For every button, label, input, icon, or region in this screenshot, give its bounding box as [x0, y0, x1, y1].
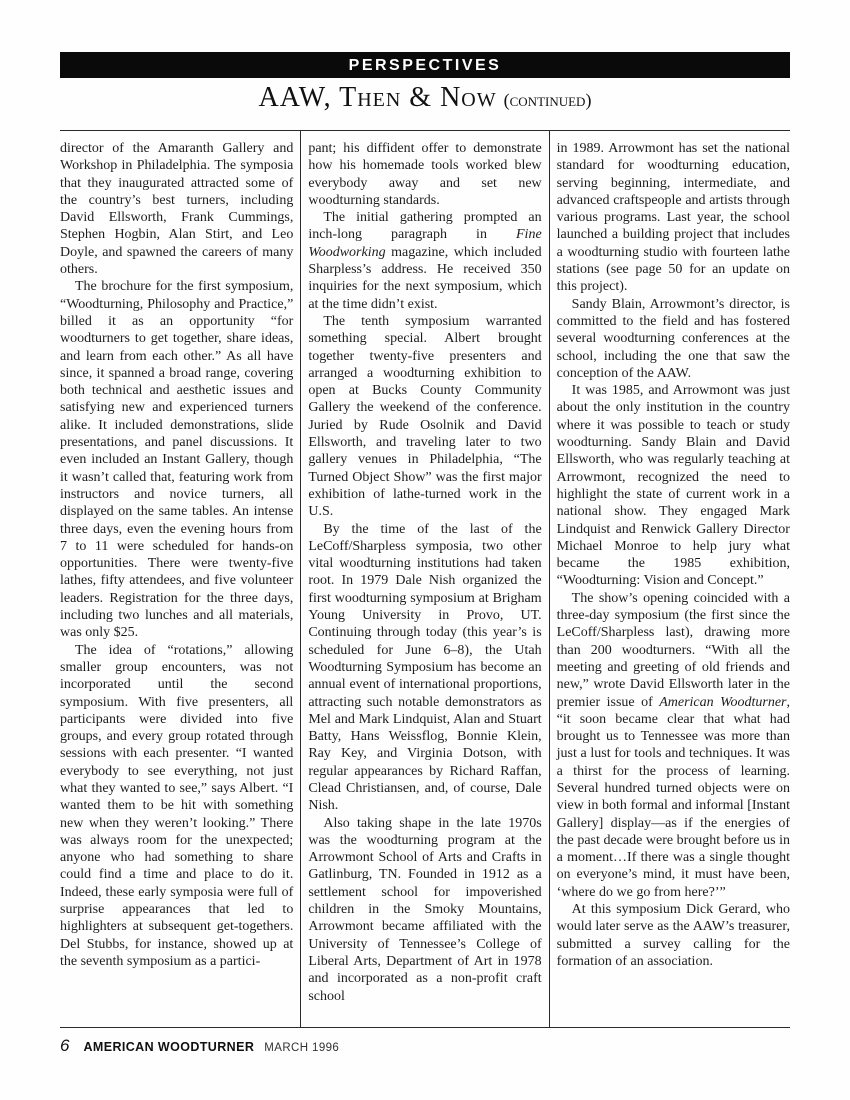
- text-run: The brochure for the first symposium, “Woodturning, Philosophy and Practice,” billed it as an opportunity “for woodturners to get together, share ideas, and learn from each other.” As all have since, it spanned a broad range, covering both technical and aesthetic issues and satisfying new and experienced turners alike. It included demonstrations, slide presentations, and panel discussions. It even included an Instant Gallery, though it wasn’t called that, featuring work from instructors and novice turners, all displayed on the same tables. An intense three days, even the evening hours from 7 to 11 were scheduled for hands-on opportunities. There were twenty-five lathes, fifty attendees, and five volunteer leaders. Registration for the three days, including two lunches and all materials, was only $25.: [60, 279, 294, 641]
- text-run: magazine, which included Sharpless’s address. He received 350 inquiries for the next symposium, which at the time didn’t exist.: [308, 244, 542, 312]
- italic-text-run: Fine Woodworking: [308, 227, 542, 260]
- body-paragraph: [308, 313, 541, 521]
- body-paragraph: [557, 590, 790, 901]
- text-run: The initial gathering prompted an inch-long paragraph in: [308, 210, 542, 243]
- text-run: The idea of “rotations,” allowing smaller group encounters, was not incorporated until the second symposium. With five presenters, all participants were divided into five groups, and every group rotated through sessions with each presenter. “I wanted everybody to see everything, not just what they wanted to see,” says Albert. “I wanted them to be hit with something new when they weren’t looking.” There was always room for the unexpected; anyone who had something to share could find a time and place to do it. Indeed, these early symposia were full of surprise appearances that led to highlighters at subsequent get-togethers. Del Stubbs, for instance, showed up at the seventh symposium as a partici-: [60, 642, 294, 969]
- article-column-2: [300, 131, 549, 1027]
- body-paragraph: [308, 209, 541, 313]
- issue-date: MARCH 1996: [264, 1042, 340, 1054]
- text-run: director of the Amaranth Gallery and Workshop in Philadelphia. The symposia that they inaugurated attracted some of the country’s best turners, including David Ellsworth, Frank Cummings, Stephen Hogbin, Alan Stirt, and Leo Doyle, and spawned the careers of many others.: [60, 141, 294, 278]
- article-title-main: AAW, Then & Now: [258, 82, 497, 113]
- section-banner-label: PERSPECTIVES: [348, 57, 502, 74]
- article-title-continued: (continued): [503, 90, 592, 110]
- text-run: The tenth symposium warranted something special. Albert brought together twenty-five presenters and arranged a woodturning exhibition to open at Bucks County Community Gallery the weekend of the conference. Juried by Rude Osolnik and David Ellsworth, and traveling later to two gallery venues in Philadelphia, “The Turned Object Show” was the first major exhibition of lathe-turned work in the U.S.: [308, 313, 542, 520]
- text-run: in 1989. Arrowmont has set the national standard for woodturning education, serving beginning, intermediate, and advanced craftspeople and artists through various programs. Last year, the school launched a building project that includes a woodturning studio with fourteen lathe stations (see page 50 for an update on this project).: [556, 141, 790, 295]
- page-number: 6: [60, 1036, 70, 1055]
- article-column-1: [60, 131, 300, 1027]
- body-paragraph: [557, 140, 790, 296]
- italic-text-run: American Woodturner: [659, 694, 787, 710]
- magazine-name: AMERICAN WOODTURNER: [83, 1040, 255, 1054]
- text-run: , “it soon became clear that what had brought us to Tennessee was more than just a lust for tools and techniques. It was a thirst for the process of learning. Several hundred turned objects were on view in both formal and informal [Instant Gallery] display—as if the energies of the past decade were brought before us in a moment…If there was a single thought on everyone’s mind, it must have been, ‘where do we go from here?’”: [556, 694, 790, 900]
- body-paragraph: [60, 278, 293, 641]
- body-paragraph: [60, 140, 293, 278]
- page-footer: [60, 1036, 790, 1056]
- section-banner: [60, 52, 790, 78]
- text-run: pant; his diffident offer to demonstrate how his homemade tools worked blew everybody away and set new woodturning standards.: [308, 141, 542, 208]
- body-paragraph: [308, 140, 541, 209]
- body-paragraph: [60, 642, 293, 971]
- article-body: [60, 130, 790, 1028]
- text-run: Sandy Blain, Arrowmont’s director, is committed to the field and has fostered several woodturning conferences at the school, including the one that saw the conception of the AAW.: [556, 296, 790, 381]
- text-run: The show’s opening coincided with a three-day symposium (the first since the LeCoff/Sharpless last), drawing more than 200 woodturners. “With all the meeting and greeting of old friends and new,” wrote David Ellsworth later in the premier issue of: [556, 590, 790, 710]
- body-paragraph: [557, 901, 790, 970]
- body-paragraph: [308, 521, 541, 815]
- article-title: [60, 82, 790, 114]
- article-column-3: [550, 131, 790, 1027]
- text-run: Also taking shape in the late 1970s was the woodturning program at the Arrowmont School of Arts and Crafts in Gatlinburg, TN. Founded in 1912 as a settlement school for impoverished children in the Smoky Mountains, Arrowmont became affiliated with the University of Tennessee’s College of Liberal Arts, Department of Art in 1978 and incorporated as a non-profit craft school: [308, 815, 542, 1004]
- text-run: By the time of the last of the LeCoff/Sharpless symposia, two other vital woodturning institutions had taken root. In 1979 Dale Nish organized the first woodturning symposium at Brigham Young University in Provo, UT. Continuing through today (this year’s is scheduled for June 6–8), the Utah Woodturning Symposium has become an annual event of international proportions, attracting such notable demonstrators as Mel and Mark Lindquist, Alan and Stuart Batty, Hans Weissflog, Bonnie Klein, Ray Key, and Virginia Dotson, with regular appearances by Richard Raffan, Clead Christiansen, and, of course, Dale Nish.: [308, 521, 542, 814]
- body-paragraph: [557, 296, 790, 382]
- body-paragraph: [557, 382, 790, 590]
- body-paragraph: [308, 815, 541, 1005]
- text-run: At this symposium Dick Gerard, who would later serve as the AAW’s treasurer, submitted a survey calling for the formation of an association.: [556, 902, 790, 969]
- text-run: It was 1985, and Arrowmont was just about the only institution in the country where it was possible to teach or study woodturning. Sandy Blain and David Ellsworth, who was regularly teaching at Arrowmont, recognized the need to highlight the state of current work in a national show. They engaged Mark Lindquist and Renwick Gallery Director Michael Monroe to help jury what became the 1985 exhibition, “Woodturning: Vision and Concept.”: [556, 383, 790, 589]
